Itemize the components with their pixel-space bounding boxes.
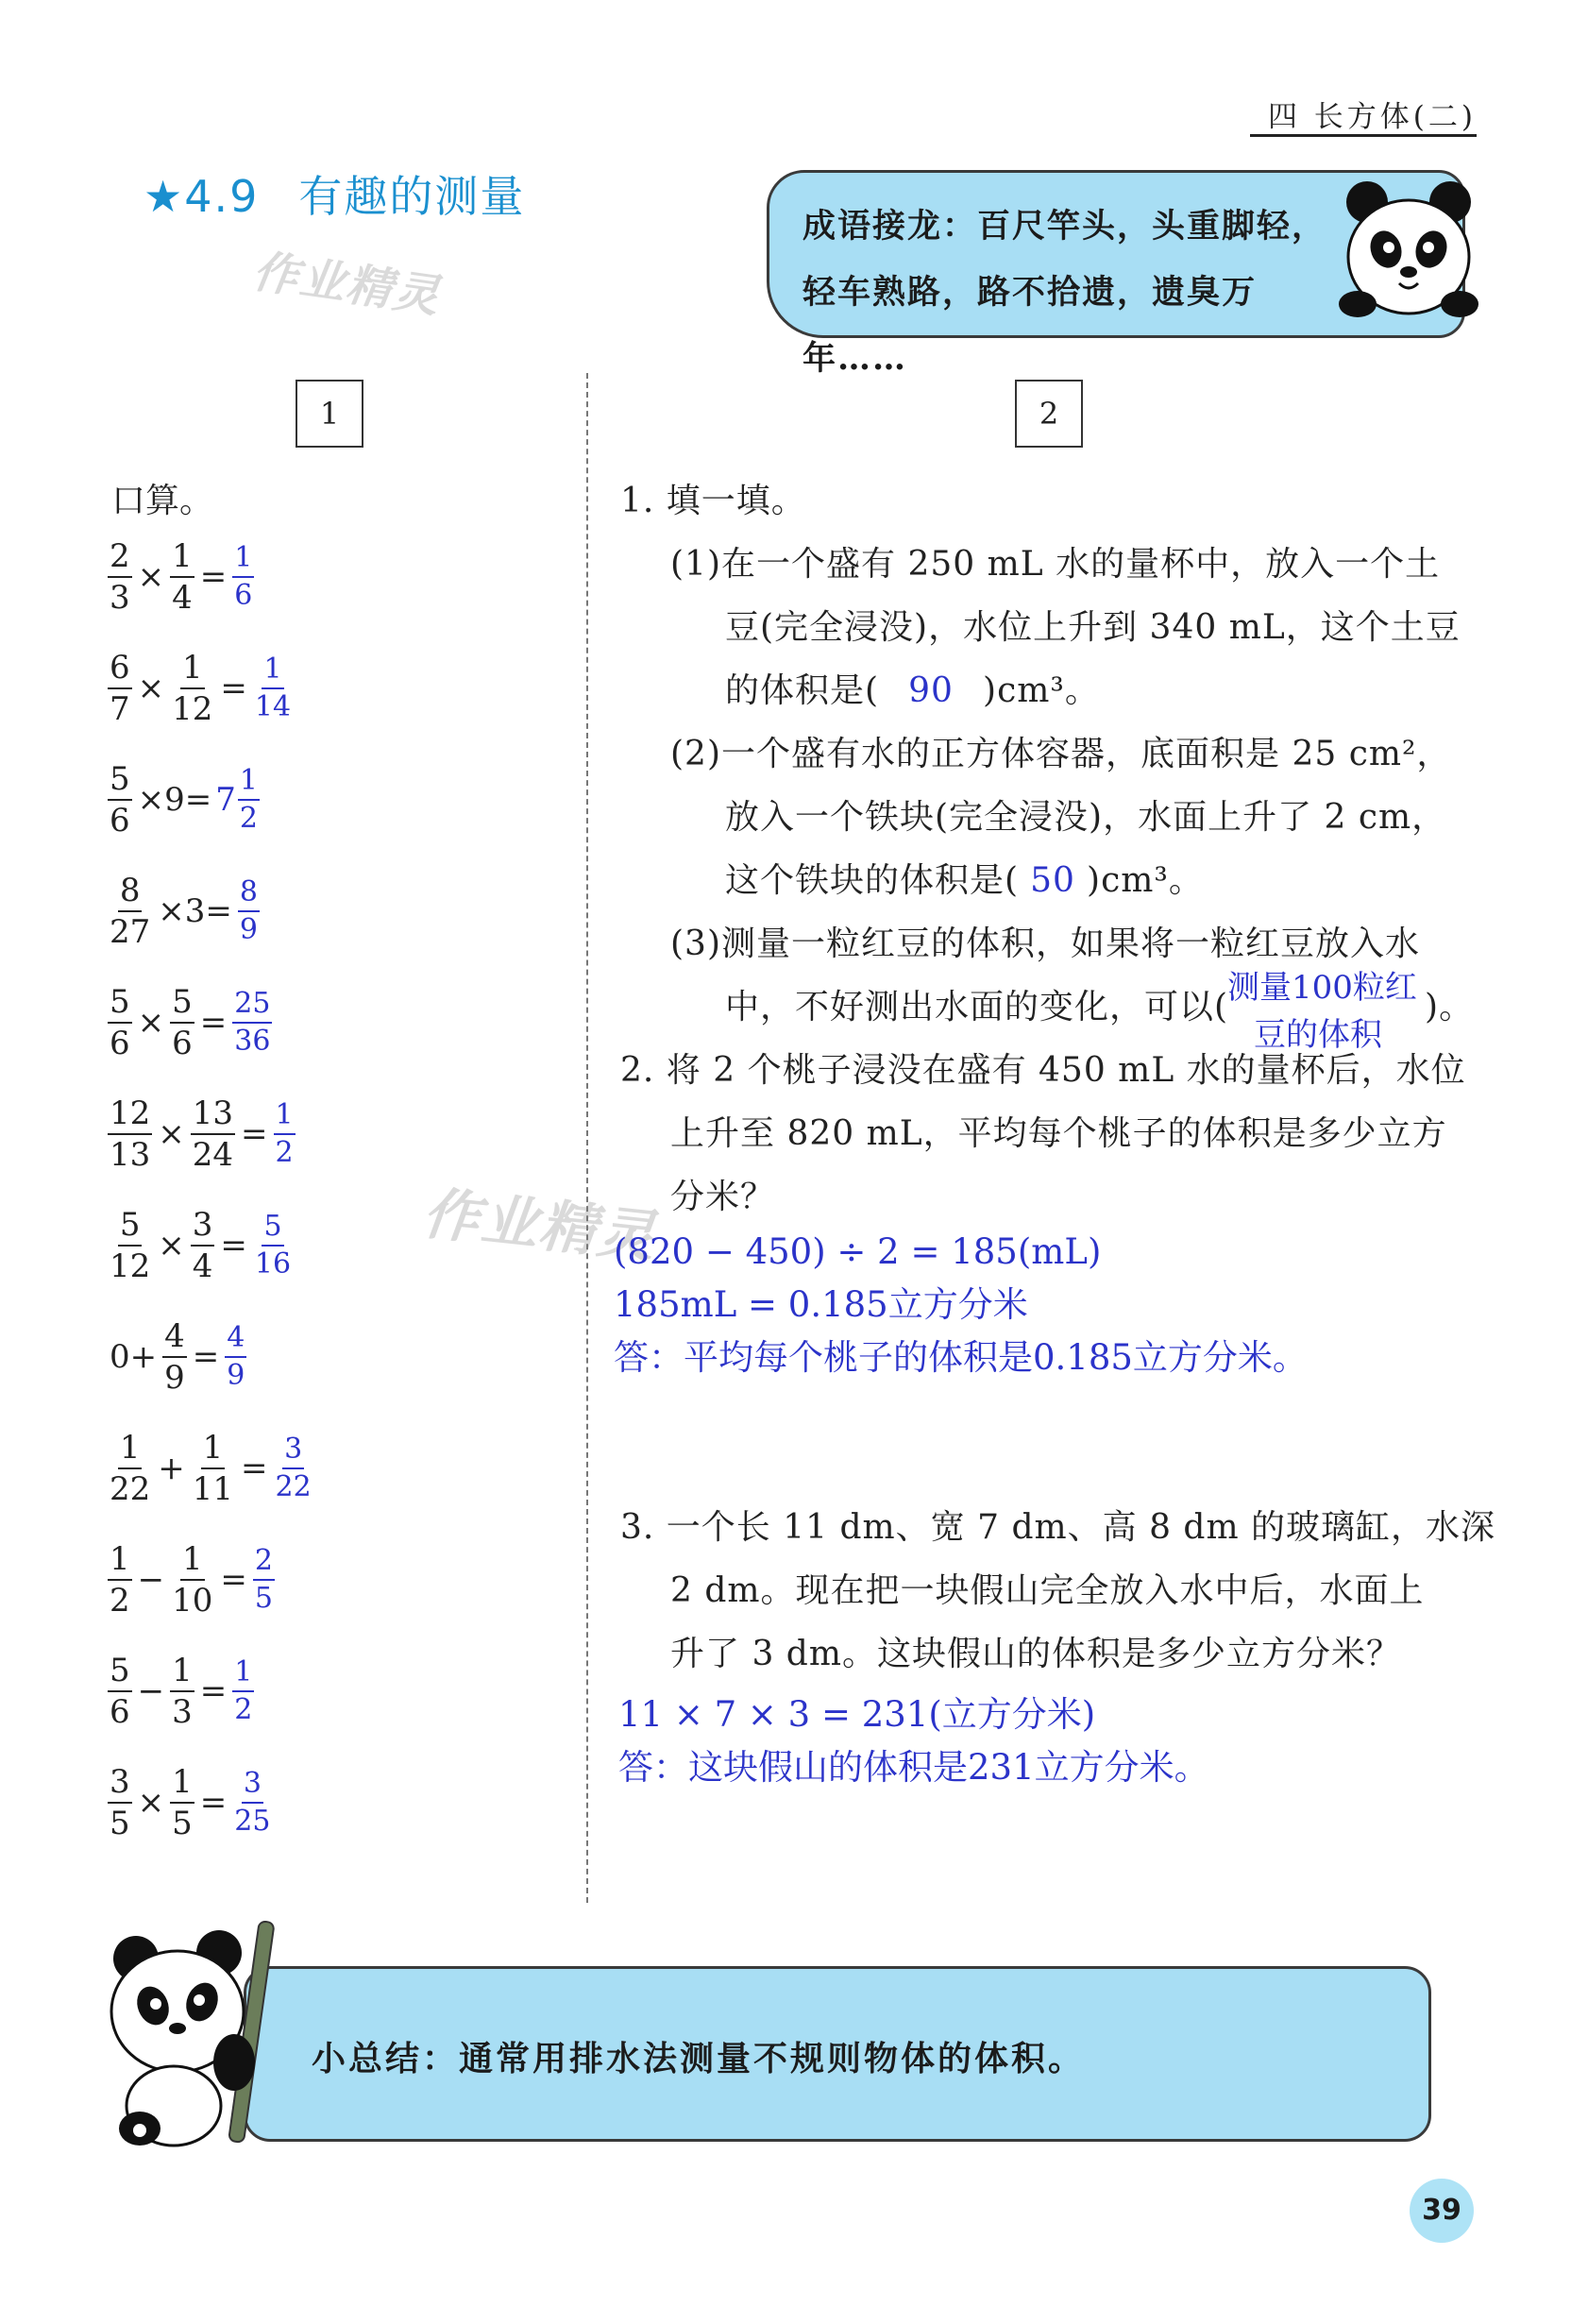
calc-answer xyxy=(272,1098,297,1169)
section-2-box: 2 xyxy=(1015,380,1083,448)
fraction xyxy=(232,541,254,612)
numerator: 5 xyxy=(118,1209,143,1247)
lesson-title-text: 有趣的测量 xyxy=(298,171,526,222)
operator: = xyxy=(220,670,247,707)
calc-problem xyxy=(106,983,274,1062)
fraction xyxy=(191,1206,215,1285)
fraction xyxy=(108,1540,132,1620)
operator: = xyxy=(199,558,228,596)
denominator: 14 xyxy=(254,690,292,723)
column-divider xyxy=(586,373,588,1903)
denominator: 6 xyxy=(110,802,130,840)
calc-problem xyxy=(106,649,295,728)
q2-line3: 分米？ xyxy=(670,1178,776,1216)
denominator: 5 xyxy=(110,1805,130,1842)
numerator: 1 xyxy=(232,544,254,578)
fraction xyxy=(170,537,194,617)
denominator: 27 xyxy=(110,913,151,951)
operator: = xyxy=(199,1784,228,1822)
operator: × xyxy=(137,1784,165,1822)
panda-face-icon xyxy=(1339,178,1480,329)
operator: ×3= xyxy=(158,892,232,930)
lesson-title xyxy=(144,162,525,225)
calc-answer xyxy=(223,1321,248,1392)
calc-answer xyxy=(215,764,262,835)
operator: ×9= xyxy=(137,781,212,819)
q3-answer-line2: 答：这块假山的体积是231立方分米。 xyxy=(618,1747,1209,1788)
q1-p3-close: )。 xyxy=(1425,988,1475,1026)
fraction xyxy=(170,1540,214,1620)
denominator: 2 xyxy=(275,1136,294,1169)
q1-p1-text: 的体积是( xyxy=(725,671,880,710)
denominator: 9 xyxy=(227,1359,245,1392)
idiom-text: 成语接龙：百尺竿头，头重脚轻，轻车熟路，路不拾遗，遗臭万年…… xyxy=(802,207,1327,378)
numerator: 3 xyxy=(282,1435,304,1469)
q1-p2-line3 xyxy=(725,849,1204,912)
whole-number: 7 xyxy=(215,781,236,819)
q1-p2-line1: (2)一个盛有水的正方体容器，底面积是 25 cm²， xyxy=(670,735,1452,773)
calc-problem xyxy=(106,1094,297,1174)
q1-p1-line2: 豆(完全浸没)，水位上升到 340 mL，这个土豆 xyxy=(725,608,1461,647)
page-number: 39 xyxy=(1410,2179,1474,2243)
denominator: 12 xyxy=(172,690,213,728)
operator: = xyxy=(199,1672,228,1710)
fraction xyxy=(108,1429,152,1508)
denominator: 2 xyxy=(239,802,258,835)
q1-p2-answer: 50 xyxy=(1030,861,1075,900)
denominator: 6 xyxy=(172,1025,193,1062)
fraction xyxy=(253,655,293,721)
mental-math-heading: 口算。 xyxy=(111,482,214,520)
denominator: 13 xyxy=(110,1136,151,1174)
calc-answer xyxy=(230,1655,256,1726)
q3-line3: 升了 3 dm。这块假山的体积是多少立方分米？ xyxy=(670,1635,1401,1673)
calc-problem xyxy=(106,537,256,617)
numerator: 1 xyxy=(180,1543,205,1581)
fraction xyxy=(108,1763,132,1842)
fraction xyxy=(108,983,132,1062)
calc-problem xyxy=(106,1317,248,1397)
q1-p1-unit: )cm³。 xyxy=(983,671,1100,710)
numerator: 6 xyxy=(108,652,132,689)
q1-p1-line1: (1)在一个盛有 250 mL 水的量杯中，放入一个土 xyxy=(670,545,1441,584)
fraction xyxy=(191,1429,235,1508)
fraction xyxy=(108,872,152,951)
fraction xyxy=(108,1206,152,1285)
denominator: 9 xyxy=(164,1359,185,1397)
calc-problem xyxy=(106,760,262,840)
operator: × xyxy=(137,558,165,596)
numerator: 1 xyxy=(232,1658,254,1692)
calc-problem xyxy=(106,1763,274,1842)
fraction xyxy=(225,1321,246,1392)
numerator: 3 xyxy=(242,1770,263,1804)
q1-p2-line2: 放入一个铁块(完全浸没)，水面上升了 2 cm， xyxy=(725,798,1447,837)
numerator: 5 xyxy=(108,1654,132,1692)
operator: = xyxy=(220,1561,247,1599)
operator: × xyxy=(158,1115,185,1153)
numerator: 13 xyxy=(191,1097,235,1135)
denominator: 6 xyxy=(110,1025,130,1062)
header-underline xyxy=(1250,134,1477,137)
watermark: 作业精灵 xyxy=(419,1180,660,1271)
denominator: 3 xyxy=(172,1693,193,1731)
fraction xyxy=(170,1763,194,1842)
numerator: 1 xyxy=(201,1432,226,1469)
denominator: 5 xyxy=(254,1582,273,1615)
calc-answer xyxy=(251,655,295,721)
operator: − xyxy=(137,1672,165,1710)
denominator: 36 xyxy=(234,1025,271,1058)
calc-problem xyxy=(106,872,262,951)
fraction xyxy=(274,1098,296,1169)
denominator: 2 xyxy=(110,1582,130,1620)
q1-p3-text: 中，不好测出水面的变化，可以( xyxy=(725,988,1229,1026)
fraction xyxy=(232,1767,272,1838)
operator: + xyxy=(158,1450,185,1487)
q1-p1-answer: 90 xyxy=(908,671,954,710)
calc-answer xyxy=(251,1210,295,1281)
summary-text: 小总结：通常用排水法测量不规则物体的体积。 xyxy=(312,2039,1086,2078)
q1-p2-unit: )cm³。 xyxy=(1087,861,1204,900)
numerator: 3 xyxy=(191,1209,215,1247)
q2-answer-line1: (820 − 450) ÷ 2 = 185(mL) xyxy=(614,1231,1102,1272)
q1-p3-answer-line1: 测量100粒红 xyxy=(1227,969,1417,1007)
numerator: 8 xyxy=(118,874,143,912)
denominator: 2 xyxy=(234,1693,253,1726)
denominator: 24 xyxy=(192,1136,234,1174)
chapter-header: 四 长方体(二) xyxy=(1267,100,1477,134)
numerator: 3 xyxy=(108,1766,132,1804)
fraction xyxy=(108,649,132,728)
numerator: 1 xyxy=(108,1543,132,1581)
operator: × xyxy=(158,1227,185,1264)
numerator: 1 xyxy=(170,1654,194,1692)
fraction xyxy=(170,983,194,1062)
fraction xyxy=(238,764,260,835)
fraction xyxy=(108,537,132,617)
q1-p2-text: 这个铁块的体积是( xyxy=(725,861,1020,900)
fraction xyxy=(108,760,132,840)
denominator: 4 xyxy=(172,579,193,617)
numerator: 2 xyxy=(253,1547,275,1581)
denominator: 3 xyxy=(110,579,130,617)
denominator: 22 xyxy=(110,1470,151,1508)
numerator: 1 xyxy=(170,540,194,578)
operator: = xyxy=(241,1115,268,1153)
numerator: 1 xyxy=(274,1101,296,1135)
numerator: 2 xyxy=(108,540,132,578)
q1-heading: 1. 填一填。 xyxy=(620,482,806,520)
denominator: 22 xyxy=(275,1470,312,1503)
numerator: 1 xyxy=(118,1432,143,1469)
q2-answer-line3: 答：平均每个桃子的体积是0.185立方分米。 xyxy=(614,1337,1308,1378)
denominator: 6 xyxy=(110,1693,130,1731)
fraction xyxy=(162,1317,187,1397)
calc-answer xyxy=(251,1544,277,1615)
numerator: 25 xyxy=(232,990,272,1024)
calc-answer xyxy=(230,541,256,612)
q2-line2: 上升至 820 mL，平均每个桃子的体积是多少立方 xyxy=(670,1114,1447,1153)
q3-line1: 3. 一个长 11 dm、宽 7 dm、高 8 dm 的玻璃缸，水深 xyxy=(620,1508,1496,1547)
numerator: 8 xyxy=(238,878,260,912)
operator: 0+ xyxy=(110,1338,158,1376)
fraction xyxy=(108,1652,132,1731)
watermark: 作业精灵 xyxy=(249,245,445,324)
calc-answer xyxy=(236,875,262,946)
numerator: 4 xyxy=(225,1324,246,1358)
fraction xyxy=(253,1210,293,1281)
operator: = xyxy=(192,1338,220,1376)
numerator: 1 xyxy=(238,767,260,801)
operator: × xyxy=(137,670,165,707)
numerator: 4 xyxy=(162,1320,187,1358)
fraction xyxy=(170,1652,194,1731)
denominator: 12 xyxy=(110,1247,151,1285)
panda-with-bamboo-icon xyxy=(102,1921,291,2152)
fraction xyxy=(238,875,260,946)
fraction xyxy=(274,1435,313,1501)
lesson-number: 4.9 xyxy=(184,171,260,222)
numerator: 1 xyxy=(262,655,283,689)
fraction xyxy=(232,987,272,1058)
numerator: 5 xyxy=(108,986,132,1024)
calc-answer xyxy=(272,1435,315,1501)
denominator: 4 xyxy=(192,1247,213,1285)
calc-answer xyxy=(230,1767,274,1838)
calc-problem xyxy=(106,1206,295,1285)
denominator: 11 xyxy=(192,1470,234,1508)
numerator: 5 xyxy=(262,1213,283,1247)
calc-answer xyxy=(230,987,274,1058)
calc-problem xyxy=(106,1429,315,1508)
q2-answer-line2: 185mL = 0.185立方分米 xyxy=(614,1284,1028,1325)
q1-p3-answer-line2: 豆的体积 xyxy=(1254,1016,1382,1054)
operator: = xyxy=(199,1004,228,1042)
fraction xyxy=(253,1544,275,1615)
q3-answer-line1: 11 × 7 × 3 = 231(立方分米) xyxy=(618,1694,1096,1735)
calc-problem xyxy=(106,1652,256,1731)
operator: − xyxy=(137,1561,165,1599)
numerator: 1 xyxy=(180,652,205,689)
q1-p1-line3 xyxy=(725,659,1100,722)
denominator: 10 xyxy=(172,1582,213,1620)
numerator: 5 xyxy=(108,763,132,801)
q2-line1: 2. 将 2 个桃子浸没在盛有 450 mL 水的量杯后，水位 xyxy=(620,1051,1466,1090)
denominator: 5 xyxy=(172,1805,193,1842)
numerator: 12 xyxy=(108,1097,152,1135)
star-icon: ★ xyxy=(144,171,185,222)
denominator: 25 xyxy=(234,1805,271,1838)
denominator: 16 xyxy=(254,1247,292,1281)
operator: = xyxy=(241,1450,268,1487)
section-1-box: 1 xyxy=(296,380,363,448)
denominator: 9 xyxy=(239,913,258,946)
fraction xyxy=(170,649,214,728)
q3-line2: 2 dm。现在把一块假山完全放入水中后，水面上 xyxy=(670,1571,1425,1610)
numerator: 5 xyxy=(170,986,194,1024)
operator: = xyxy=(220,1227,247,1264)
denominator: 6 xyxy=(234,579,253,612)
fraction xyxy=(191,1094,235,1174)
calc-problem xyxy=(106,1540,277,1620)
denominator: 7 xyxy=(110,690,130,728)
q1-p3-line1: (3)测量一粒红豆的体积，如果将一粒红豆放入水 xyxy=(670,925,1420,963)
fraction xyxy=(108,1094,152,1174)
fraction xyxy=(232,1655,254,1726)
operator: × xyxy=(137,1004,165,1042)
numerator: 1 xyxy=(170,1766,194,1804)
